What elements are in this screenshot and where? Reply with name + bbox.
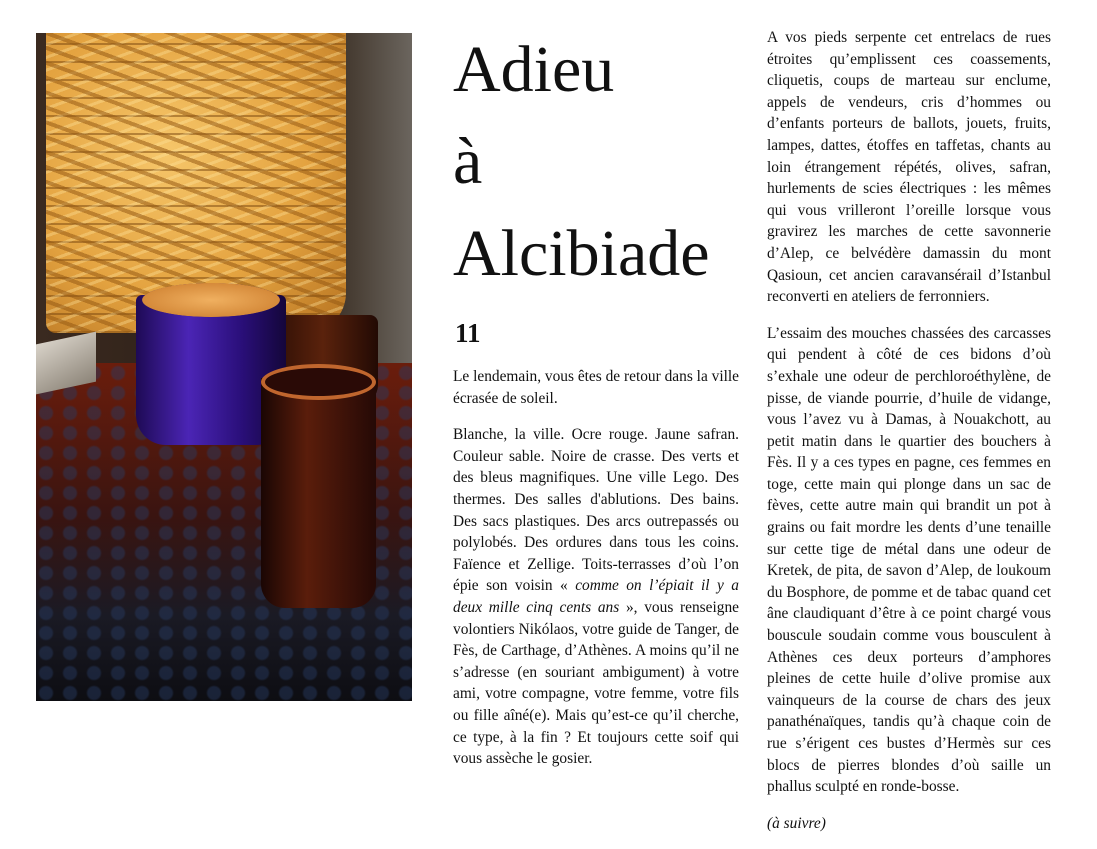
photo-barrel-liquid: [142, 283, 280, 317]
middle-paragraph-1: Le lendemain, vous êtes de retour dans la ville écrasée de soleil.: [453, 368, 739, 407]
right-paragraph-2: L’essaim des mouches chassées des carcasses qui pendent à côté de ces bidons d’où s’exhale une odeur de perchloroéthylène, de pisse, de viande pourrie, d’huile de vidange, vous l’avez vu à Damas, à Nouakchott, au petit matin dans le quartier des bouchers à Fès. Il y a ces types en pagne, ces femmes en toge, cette main qui plonge dans un sac de fèves, cette autre main qui brandit un pot à grains ou fait mordre les dents d’une tenaille sur cette tige de métal dans une odeur de Kretek, de pita, de savon d’Alep, de loukoum du Bosphore, de pomme et de tabac quand cet âne claudiquant d’être à ce point chargé vous bouscule soudain comme vous bousculent à Athènes ces deux porteurs d’amphores pleines de cette huile d’olive promise aux vainqueurs de la course de chars des jeux panathénaïques, tandis qu’à chaque coin de rue s’érigent ces bustes d’Hermès sur ces blocs de pierres blondes d’où saille un phallus sculpté en ronde-bosse.: [767, 324, 1051, 796]
title-line-2: à: [453, 125, 483, 198]
photo-front-bucket: [261, 378, 376, 608]
photo-bucket-rim: [261, 364, 376, 400]
middle-column: [453, 366, 739, 785]
to-be-continued: (à suivre): [767, 814, 826, 832]
market-photo: [36, 33, 412, 701]
right-column: [767, 27, 1051, 849]
right-paragraph-1: A vos pieds serpente cet entrelacs de rues étroites qu’emplissent ces coassements, cliquetis, coups de marteau sur enclume, appels de vendeurs, cris d’hommes ou d’enfants porteurs de ballots, jouets, fruits, lampes, dattes, étoffes en taffetas, chants au loin étrangement répétés, olives, safran, hurlements de scies électriques : les mêmes qui vous vrilleront l’oreille lorsque vous gravirez les marches de cette savonnerie d’Alep, ce belvédère damassin du mont Qasioun, cet ancien caravansérail d’Istanbul reconverti en ateliers de ferronniers.: [767, 29, 1051, 306]
title-line-1: Adieu: [453, 33, 615, 106]
page-title: [453, 24, 753, 300]
middle-paragraph-2-start: Blanche, la ville. Ocre rouge. Jaune safran. Couleur sable. Noire de crasse. Des verts et des bleus magnifiques. Une ville Lego. Des thermes. Des salles d'ablutions. Des bains. Des sacs plastiques. Des arcs outrepassés ou polylobés. Des ordures dans tous les coins. Faïence et Zellige. Toits-terrasses d’où l’on épie son voisin «: [453, 426, 739, 595]
chapter-number: 11: [455, 318, 481, 348]
middle-paragraph-2-end: », vous renseigne volontiers Nikólaos, votre guide de Tanger, de Fès, de Carthage, d’Athènes. A moins qu’il ne s’adresse (en souriant ambigument) à votre ami, votre compagne, votre femme, votre fils ou fille aîné(e). Mais qu’est-ce qu’il cherche, ce type, à la fin ? Et toujours cette soif qui vous assèche le gosier.: [453, 598, 739, 768]
middle-paragraph-2-quote: comme on l’épiait il y a deux mille cinq cents ans: [453, 577, 739, 616]
title-line-3: Alcibiade: [453, 217, 710, 290]
middle-paragraph-2: [453, 424, 739, 770]
